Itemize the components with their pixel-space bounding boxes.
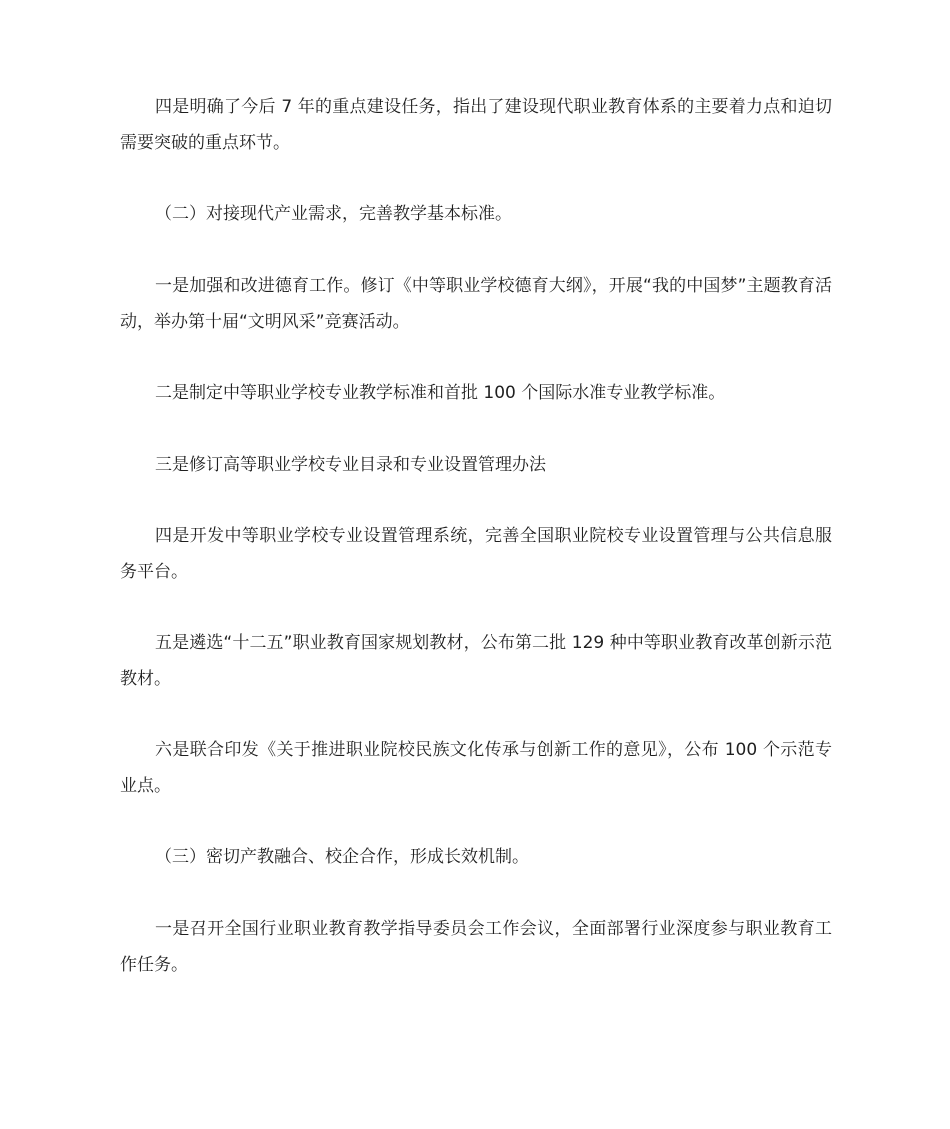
paragraph-teaching-standards: 二是制定中等职业学校专业教学标准和首批 100 个国际水准专业教学标准。 [155,383,726,403]
paragraph-ethnic-culture: 六是联合印发《关于推进职业院校民族文化传承与创新工作的意见》，公布 100 个示范专业点。 [120,740,832,796]
paragraph-moral-education: 一是加强和改进德育工作。修订《中等职业学校德育大纲》，开展“我的中国梦”主题教育活动，举办第十届“文明风采”竞赛活动。 [120,276,832,332]
paragraph-textbooks: 五是遴选“十二五”职业教育国家规划教材，公布第二批 129 种中等职业教育改革创新示范教材。 [120,633,832,689]
paragraph-key-tasks: 四是明确了今后 7 年的重点建设任务，指出了建设现代职业教育体系的主要着力点和迫切需要突破的重点环节。 [120,97,832,153]
paragraph-industry-committee: 一是召开全国行业职业教育教学指导委员会工作会议，全面部署行业深度参与职业教育工作任务。 [120,919,832,975]
section-heading-2: （二）对接现代产业需求，完善教学基本标准。 [155,204,512,224]
section-heading-3: （三）密切产教融合、校企合作，形成长效机制。 [155,847,529,867]
paragraph-management-system: 四是开发中等职业学校专业设置管理系统，完善全国职业院校专业设置管理与公共信息服务平台。 [120,526,832,582]
paragraph-major-catalog: 三是修订高等职业学校专业目录和专业设置管理办法 [155,455,546,475]
